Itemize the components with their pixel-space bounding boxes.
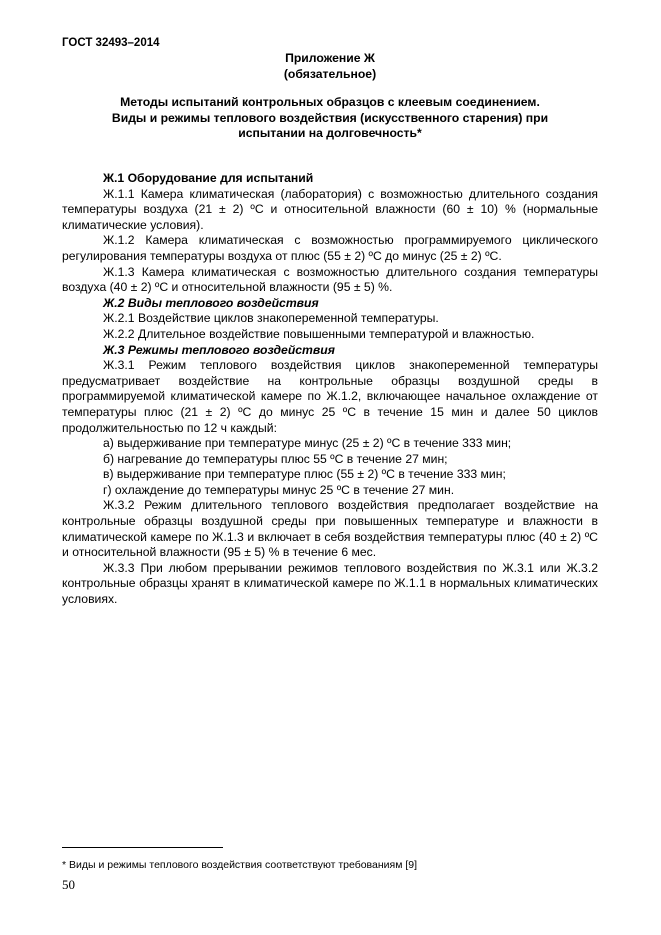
section-heading: Ж.3 Режимы теплового воздействия xyxy=(103,342,335,357)
paragraph: а) выдерживание при температуре минус (25 ± 2) ºС в течение 333 мин; xyxy=(103,436,512,451)
standard-code: ГОСТ 32493–2014 xyxy=(62,37,160,49)
annex-label: Приложение Ж xyxy=(285,51,375,65)
page-number: 50 xyxy=(62,877,75,892)
paragraph: Ж.1.2 Камера климатическая с возможностью программируемого циклического регулирования температуры воздуха от плюс (55 ± 2) ºС до минус (25 ± 2) ºС. xyxy=(62,233,598,263)
footnote: * Виды и режимы теплового воздействия соответствуют требованиям [9] xyxy=(62,859,418,871)
section-heading: Ж.2 Виды теплового воздействия xyxy=(103,295,319,310)
paragraph: Ж.3.2 Режим длительного теплового воздействия предполагает воздействие на контрольные образцы воздушной среды при повышенных температуре и влажности в климатической камере по Ж.1.3 и включает в себя воздействия температуры плюс (40 ± 2) ºС и относительной влажности (95 ± 5) % в течение 6 мес. xyxy=(62,498,598,560)
annex-title-line-3: испытании на долговечность* xyxy=(238,126,422,141)
paragraph: Ж.2.1 Воздействие циклов знакопеременной температуры. xyxy=(103,311,439,326)
annex-title xyxy=(62,95,598,142)
footnote-divider xyxy=(62,847,223,848)
paragraph: Ж.2.2 Длительное воздействие повышенными температурой и влажностью. xyxy=(103,326,535,341)
document-body xyxy=(62,171,598,608)
section-heading: Ж.1 Оборудование для испытаний xyxy=(103,171,314,185)
paragraph: Ж.1.1 Камера климатическая (лаборатория) с возможностью длительного создания температуры воздуха (21 ± 2) ºС и относительной влажности (60 ± 10) % (нормальные климатические условия). xyxy=(62,186,598,232)
annex-title-line-2: Виды и режимы теплового воздействия (искусственного старения) при xyxy=(111,110,549,125)
paragraph: б) нагревание до температуры плюс 55 ºС в течение 27 мин; xyxy=(103,451,448,466)
paragraph: Ж.3.3 При любом прерывании режимов теплового воздействия по Ж.3.1 или Ж.3.2 контрольные образцы хранят в климатической камере по Ж.1.1 в нормальных климатических условиях. xyxy=(62,560,598,607)
paragraph: в) выдерживание при температуре плюс (55 ± 2) ºС в течение 333 мин; xyxy=(103,467,506,482)
annex-title-line-1: Методы испытаний контрольных образцов с клеевым соединением. xyxy=(120,95,540,109)
paragraph: г) охлаждение до температуры минус 25 ºС в течение 27 мин. xyxy=(103,482,455,497)
annex-status: (обязательное) xyxy=(283,66,377,81)
paragraph: Ж.1.3 Камера климатическая с возможностью длительного создания температуры воздуха (40 ± 2) ºС и относительной влажности (95 ± 5) %. xyxy=(62,264,598,295)
annex-heading xyxy=(62,51,598,82)
paragraph: Ж.3.1 Режим теплового воздействия циклов знакопеременной температуры предусматривает воздействие на контрольные образцы воздушной среды в программируемой климатической камере по Ж.1.2, включающее начальное охлаждение от температуры плюс (21 ± 2) ºС до минус 25 ºС в течение 15 мин и далее 50 циклов продолжительностью по 12 ч каждый: xyxy=(62,358,598,435)
